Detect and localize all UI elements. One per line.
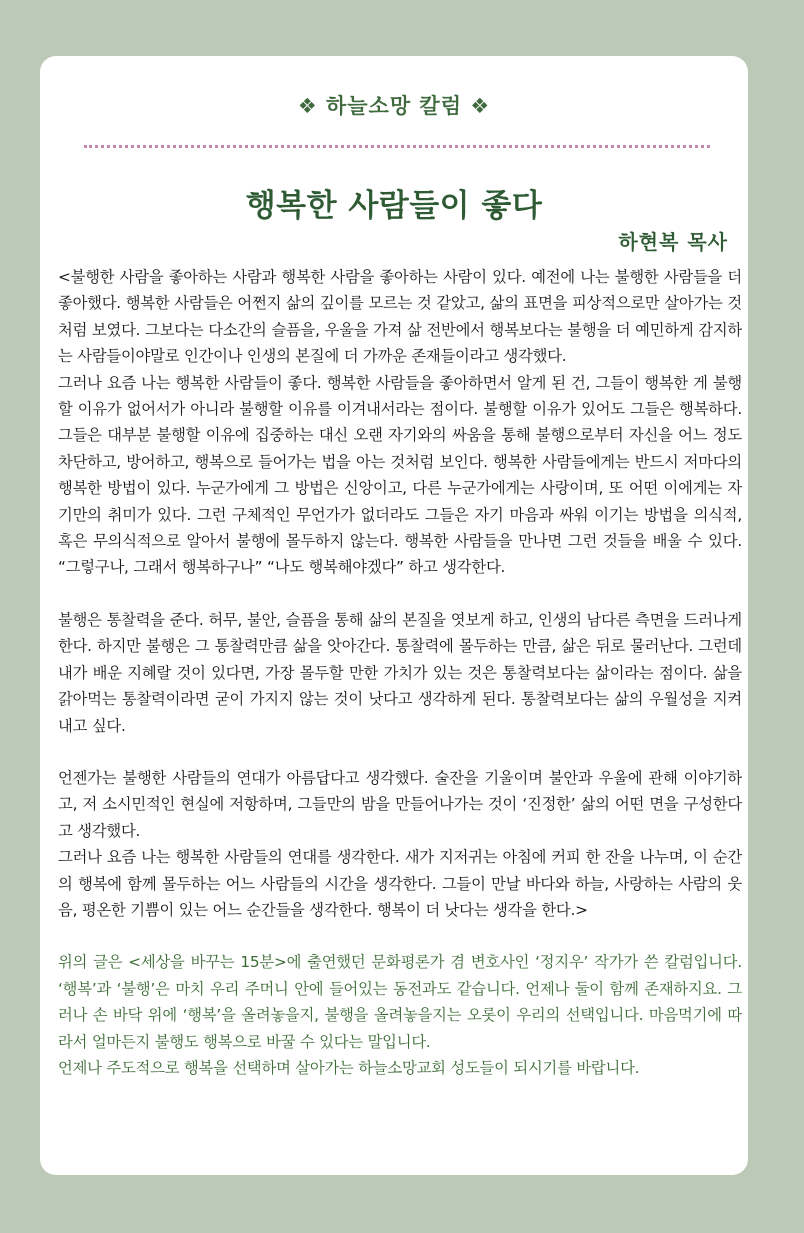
author-name: 하현복 목사 <box>618 230 728 254</box>
body-paragraph: <불행한 사람을 좋아하는 사람과 행복한 사람을 좋아하는 사람이 있다. 예전에 나는 불행한 사람들을 더 좋아했다. 행복한 사람들은 어쩐지 삶의 깊이를 모르는 것 같았고, 삶의 표면을 피상적으로만 살아가는 것처럼 보였다. 그보다는 다소간의 슬픔을, 우울을 가져 삶 전반에서 행복보다는 불행을 더 예민하게 감지하는 사람들이야말로 인간이나 인생의 본질에 더 가까운 존재들이라고 생각했다. <box>58 268 742 366</box>
body-paragraph: 그러나 요즘 나는 행복한 사람들이 좋다. 행복한 사람들을 좋아하면서 알게 된 건, 그들이 행복한 게 불행할 이유가 없어서가 아니라 불행할 이유를 이겨내서라는 점이다. 불행할 이유가 있어도 그들은 행복하다. 그들은 대부분 불행할 이유에 집중하는 대신 오랜 자기와의 싸움을 통해 불행으로부터 자신을 어느 정도 차단하고, 방어하고, 행복으로 들어가는 법을 아는 것처럼 보인다. 행복한 사람들에게는 반드시 저마다의 행복한 방법이 있다. 누군가에게 그 방법은 신앙이고, 다른 누군가에게는 사랑이며, 또 어떤 이에게는 자기만의 취미가 있다. 그런 구체적인 무언가가 없더라도 그들은 자기 마음과 싸워 이기는 방법을 의식적, 혹은 무의식적으로 알아서 불행에 몰두하지 않는다. 행복한 사람들을 만나면 그런 것들을 배울 수 있다. “그렇구나, 그래서 행복하구나” “나도 행복해야겠다” 하고 생각한다. <box>58 373 742 577</box>
commentary-paragraph: 위의 글은 <세상을 바꾸는 15분>에 출연했던 문화평론가 겸 변호사인 ‘정지우’ 작가가 쓴 칼럼입니다. ‘행복’과 ‘불행’은 마치 우리 주머니 안에 들어있는 동전과도 같습니다. 언제나 둘이 함께 존재하지요. 그러나 손 바닥 위에 ‘행복’을 올려놓을지, 불행을 올려놓을지는 오롯이 우리의 선택입니다. 마음먹기에 따라서 얼마든지 불행도 행복으로 바꿀 수 있다는 말입니다. <box>58 953 742 1051</box>
body-paragraph: 불행은 통찰력을 준다. 허무, 불안, 슬픔을 통해 삶의 본질을 엿보게 하고, 인생의 남다른 측면을 드러나게 한다. 하지만 불행은 그 통찰력만큼 삶을 앗아간다. 통찰력에 몰두하는 만큼, 삶은 뒤로 물러난다. 그런데 내가 배운 지혜랄 것이 있다면, 가장 몰두할 만한 가치가 있는 것은 통찰력보다는 삶이라는 점이다. 삶을 갉아먹는 통찰력이라면 굳이 가지지 않는 것이 낫다고 생각하게 된다. 통찰력보다는 삶의 우월성을 지켜내고 싶다. <box>58 610 742 735</box>
column-title: 행복한 사람들이 좋다 <box>245 188 543 224</box>
dotted-divider <box>84 145 710 148</box>
body-paragraph: 그러나 요즘 나는 행복한 사람들의 연대를 생각한다. 새가 지저귀는 아침에 커피 한 잔을 나누며, 이 순간의 행복에 함께 몰두하는 어느 사람들의 시간을 생각한다. 그들이 만날 바다와 하늘, 사랑하는 사람의 웃음, 평온한 기쁨이 있는 어느 순간들을 생각한다. 행복이 더 낫다는 생각을 한다.> <box>58 848 742 919</box>
paragraph-gap <box>58 923 742 949</box>
column-card <box>40 56 748 1175</box>
column-header: ❖ 하늘소망 칼럼 ❖ <box>297 94 491 118</box>
body-paragraph: 언젠가는 불행한 사람들의 연대가 아름답다고 생각했다. 술잔을 기울이며 불안과 우울에 관해 이야기하고, 저 소시민적인 현실에 저항하며, 그들만의 밤을 만들어나가는 것이 ‘진정한’ 삶의 어떤 면을 구성한다고 생각했다. <box>58 768 742 840</box>
paragraph-gap <box>58 581 742 607</box>
column-body <box>58 264 742 1081</box>
closing-blessing: 언제나 주도적으로 행복을 선택하며 살아가는 하늘소망교회 성도들이 되시기를 바랍니다. <box>58 1058 640 1077</box>
paragraph-gap <box>58 739 742 765</box>
